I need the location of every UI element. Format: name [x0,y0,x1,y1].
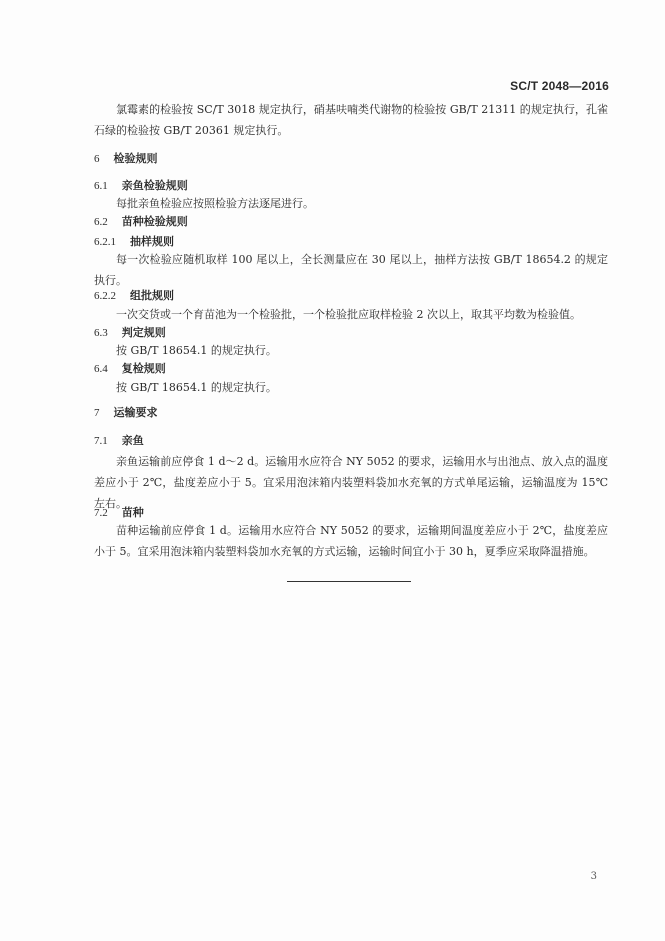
section-number: 6.4 [94,363,108,375]
section-6-2-1-heading [94,234,174,250]
section-6-1-heading [94,178,188,194]
section-title: 运输要求 [113,406,158,419]
section-title: 判定规则 [121,326,166,339]
section-number: 7.2 [94,507,108,519]
section-7-heading [94,405,158,421]
section-title: 苗种 [121,506,144,519]
section-6-3-heading [94,325,166,341]
standard-code-header: SC/T 2048—2016 [510,79,609,93]
paragraph-residue-tests: 氯霉素的检验按 SC/T 3018 规定执行，硝基呋喃类代谢物的检验按 GB/T 21311 的规定执行，孔雀石绿的检验按 GB/T 20361 规定执行。 [94,103,608,137]
page-number: 3 [590,871,597,882]
section-title: 亲鱼 [121,434,144,447]
section-number: 6.2.2 [94,290,116,302]
section-6-4-heading [94,361,166,377]
section-number: 7.1 [94,435,108,447]
paragraph-6-4: 按 GB/T 18654.1 的规定执行。 [116,381,277,394]
section-6-2-2-heading [94,288,174,304]
paragraph-7-1: 亲鱼运输前应停食 1 d～2 d。运输用水应符合 NY 5052 的要求，运输用水与出池点、放入点的温度差应小于 2℃，盐度差应小于 5。宜采用泡沫箱内装塑料袋加水充氧的方式单尾运输，运输温度为 15℃左右。 [94,455,608,510]
section-title: 组批规则 [130,289,174,302]
section-number: 6 [94,153,100,165]
section-title: 苗种检验规则 [121,215,188,228]
section-6-heading [94,151,158,167]
section-title: 亲鱼检验规则 [121,179,188,192]
section-6-2-heading [94,214,188,230]
section-title: 抽样规则 [130,235,174,248]
section-title: 检验规则 [113,152,158,165]
paragraph-6-2-2: 一次交货或一个育苗池为一个检验批，一个检验批应取样检验 2 次以上，取其平均数为检验值。 [116,308,581,321]
section-title: 复检规则 [121,362,166,375]
section-7-1-heading [94,433,144,449]
section-number: 6.2 [94,216,108,228]
section-7-2-heading [94,505,144,521]
paragraph-6-2-1: 每一次检验应随机取样 100 尾以上，全长测量应在 30 尾以上，抽样方法按 GB/T 18654.2 的规定执行。 [94,253,608,287]
section-number: 7 [94,407,100,419]
paragraph-6-3: 按 GB/T 18654.1 的规定执行。 [116,344,277,357]
section-number: 6.1 [94,180,108,192]
paragraph-7-2: 苗种运输前应停食 1 d。运输用水应符合 NY 5052 的要求，运输期间温度差应小于 2℃，盐度差应小于 5。宜采用泡沫箱内装塑料袋加水充氧的方式运输，运输时间宜小于 30 h，夏季应采取降温措施。 [94,524,608,558]
paragraph-6-1: 每批亲鱼检验应按照检验方法逐尾进行。 [116,197,314,210]
section-number: 6.2.1 [94,236,116,248]
section-number: 6.3 [94,327,108,339]
end-of-standard-rule [287,581,411,582]
